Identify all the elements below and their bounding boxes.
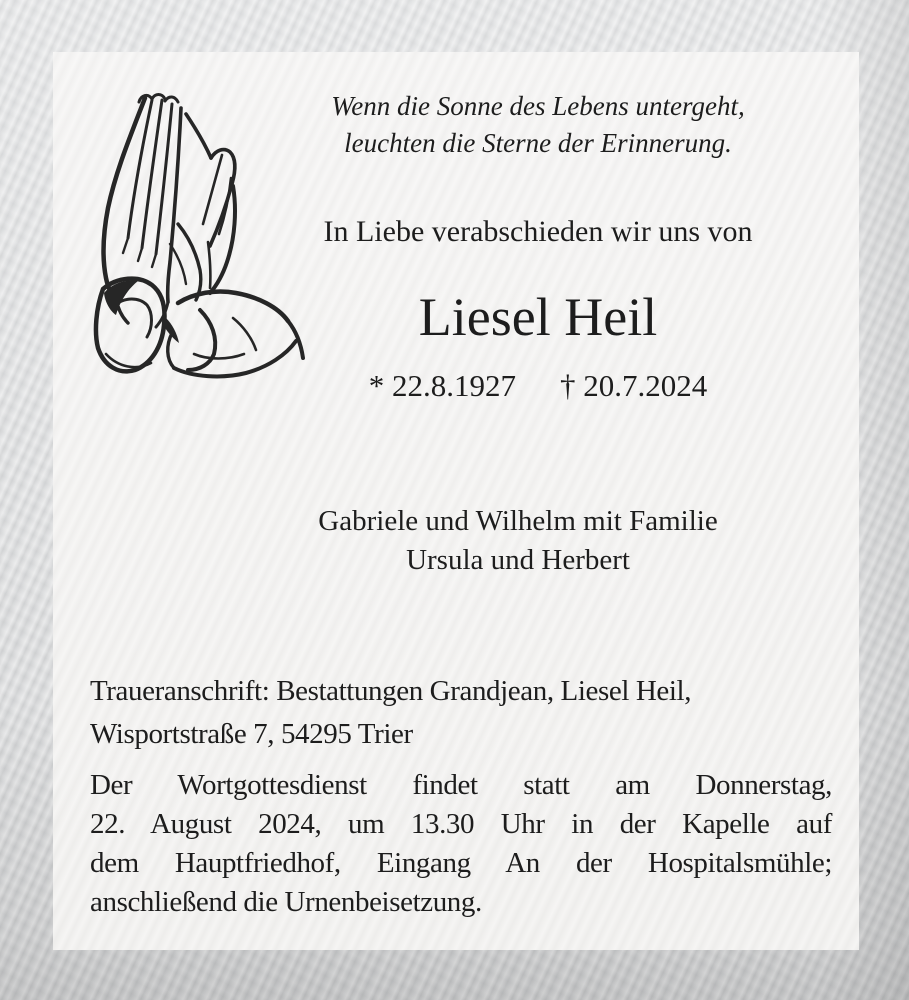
address-line-1: Traueranschrift: Bestattungen Grandjean, Liesel Heil, — [90, 675, 692, 707]
mourners-block — [218, 502, 818, 580]
mourners-line-1: Gabriele und Wilhelm mit Familie — [318, 505, 718, 537]
deceased-name: Liesel Heil — [418, 287, 658, 347]
service-line-2: 22. August 2024, um 13.30 Uhr in der Kapelle auf — [90, 808, 832, 840]
obituary-notice-panel — [53, 52, 859, 950]
birth-date: * 22.8.1927 — [368, 368, 516, 403]
service-info-block — [90, 766, 832, 922]
epigraph — [238, 88, 838, 162]
epigraph-line-1: Wenn die Sonne des Lebens untergeht, — [331, 91, 745, 121]
death-date: † 20.7.2024 — [560, 368, 708, 403]
service-line-3: dem Hauptfriedhof, Eingang An der Hospitalsmühle; — [90, 847, 832, 879]
mourners-line-2: Ursula und Herbert — [406, 544, 630, 576]
address-line-2: Wisportstraße 7, 54295 Trier — [90, 718, 413, 750]
epigraph-line-2: leuchten die Sterne der Erinnerung. — [344, 128, 732, 158]
service-line-4: anschließend die Urnenbeisetzung. — [90, 886, 482, 918]
mourning-address-block — [90, 670, 832, 756]
life-dates — [238, 368, 838, 404]
intro-line: In Liebe verabschieden wir uns von — [323, 215, 753, 248]
service-line-1: Der Wortgottesdienst findet statt am Donnerstag, — [90, 769, 832, 801]
headline-block — [238, 88, 838, 404]
